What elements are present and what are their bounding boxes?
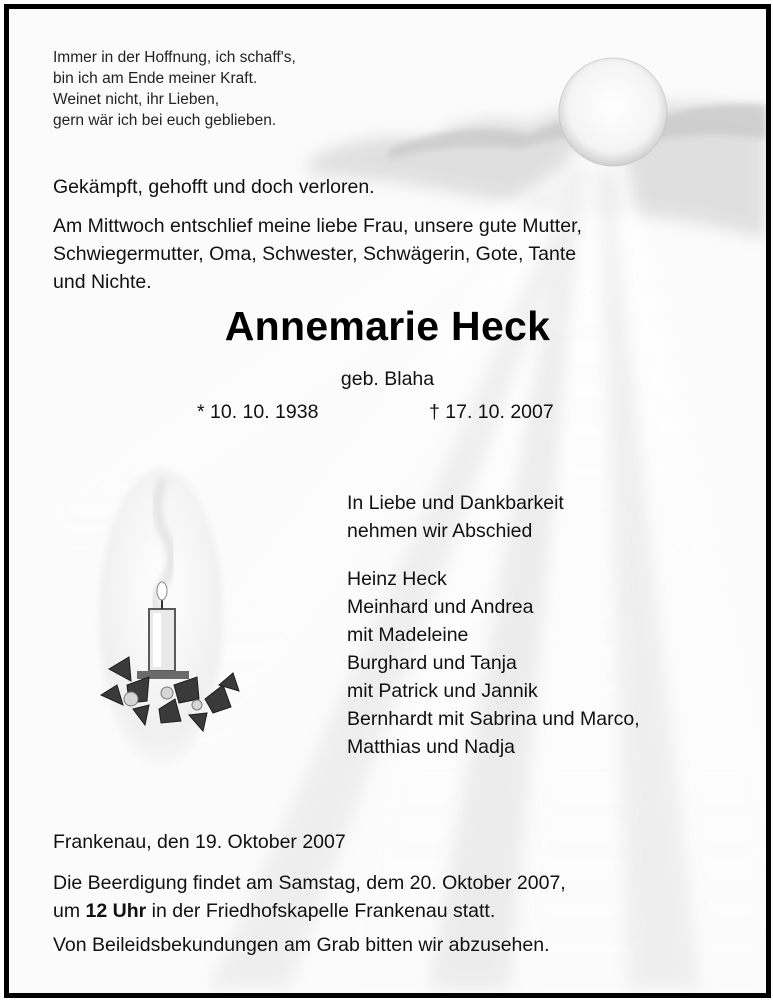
funeral-location: in der Friedhofskapelle Frankenau statt. [146,900,496,922]
mourning-line: In Liebe und Dankbarkeit [347,492,564,514]
funeral-line-1: Die Beerdigung findet am Samstag, dem 20. Oktober 2007, [53,872,566,894]
obituary-notice [4,4,771,998]
family-member: Heinz Heck [347,568,447,590]
funeral-line-2 [53,897,566,925]
family-member: mit Patrick und Jannik [347,680,538,702]
poem-line: gern wär ich bei euch geblieben. [53,112,277,129]
maiden-name: geb. Blaha [340,368,435,390]
announcement [53,212,582,296]
death-date: † 17. 10. 2007 [429,401,554,423]
birth-date: * 10. 10. 1938 [197,401,319,423]
funeral-info [53,869,566,925]
family-member: Burghard und Tanja [347,652,517,674]
family-member: Matthias und Nadja [347,736,516,758]
poem-line: Weinet nicht, ihr Lieben, [53,91,220,108]
announcement-line: Schwiegermutter, Oma, Schwester, Schwägerin, Gote, Tante [53,243,577,265]
family-member: Bernhardt mit Sabrina und Marco, [347,708,640,730]
poem-line: bin ich am Ende meiner Kraft. [53,70,258,87]
funeral-prefix: um [53,900,86,922]
mourning-line: nehmen wir Abschied [347,520,533,542]
moon-disc [559,58,667,166]
closing-note: Von Beileidsbekundungen am Grab bitten wir abzusehen. [53,934,550,956]
family-member: Meinhard und Andrea [347,596,534,618]
announcement-line: und Nichte. [53,271,152,293]
poem-line: Immer in der Hoffnung, ich schaff's, [53,49,296,66]
place-and-date: Frankenau, den 19. Oktober 2007 [53,831,346,853]
funeral-time: 12 Uhr [85,900,147,922]
intro-text: Gekämpft, gehofft und doch verloren. [53,176,375,198]
mourning-text [347,489,564,545]
family-member: mit Madeleine [347,624,469,646]
family-list [347,565,640,761]
announcement-line: Am Mittwoch entschlief meine liebe Frau, unsere gute Mutter, [53,215,582,237]
poem [53,47,296,131]
deceased-name: Annemarie Heck [224,303,551,349]
